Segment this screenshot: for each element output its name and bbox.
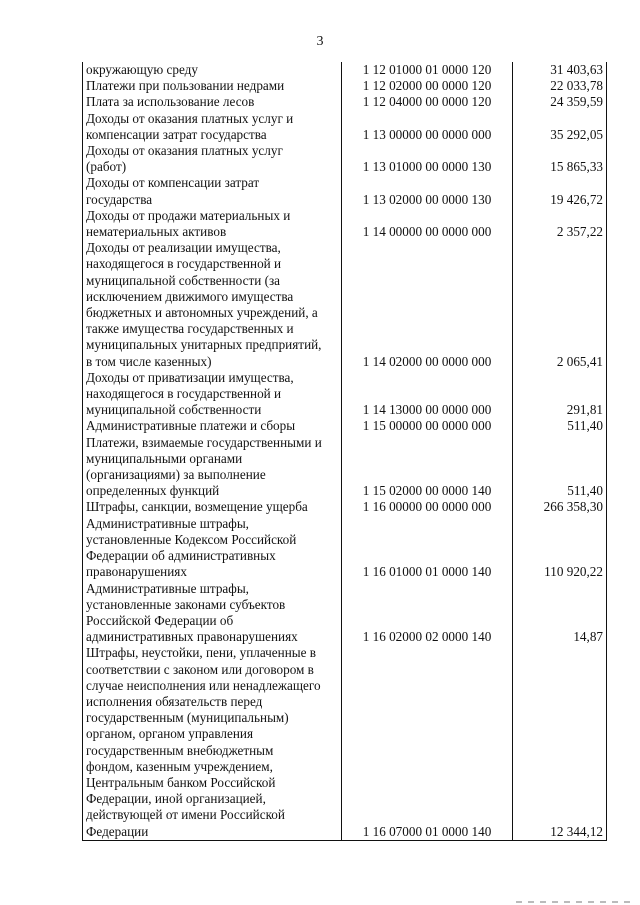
revenue-name-line: муниципальной собственности xyxy=(86,402,262,418)
revenue-name-line: Доходы от продажи материальных и xyxy=(86,207,291,223)
revenue-name-line: Доходы от компенсации затрат xyxy=(86,175,260,191)
revenue-name-line: Административные платежи и сборы xyxy=(86,418,296,434)
table-row xyxy=(83,581,607,646)
revenue-name-line: правонарушениях xyxy=(86,564,187,580)
revenue-name-cell xyxy=(83,418,342,434)
table-row xyxy=(83,94,607,110)
budget-code-cell: 1 16 07000 01 0000 140 xyxy=(342,645,513,840)
budget-code-cell: 1 16 02000 02 0000 140 xyxy=(342,581,513,646)
amount-cell: 31 403,63 xyxy=(513,62,607,78)
revenue-name-line: Доходы от оказания платных услуг xyxy=(86,143,283,159)
revenue-name-line: находящегося в государственной и xyxy=(86,386,282,402)
revenue-table xyxy=(82,62,607,841)
revenue-name-line: находящегося в государственной и xyxy=(86,256,282,272)
amount-cell: 291,81 xyxy=(513,370,607,419)
table-row xyxy=(83,62,607,78)
budget-code-cell: 1 13 01000 00 0000 130 xyxy=(342,143,513,175)
amount-cell: 2 065,41 xyxy=(513,240,607,370)
amount-cell: 266 358,30 xyxy=(513,499,607,515)
scan-artifact xyxy=(516,901,636,903)
amount-cell: 19 426,72 xyxy=(513,175,607,207)
budget-code-cell: 1 15 00000 00 0000 000 xyxy=(342,418,513,434)
revenue-table-body xyxy=(83,62,607,840)
revenue-name-line: определенных функций xyxy=(86,483,220,499)
amount-cell: 35 292,05 xyxy=(513,111,607,143)
revenue-name-line: Федерации, иной организацией, xyxy=(86,791,266,807)
revenue-name-line: Платежи при пользовании недрами xyxy=(86,78,285,94)
revenue-name-line: Административные штрафы, xyxy=(86,580,249,596)
revenue-name-line: Штрафы, неустойки, пени, уплаченные в xyxy=(86,645,317,661)
amount-cell: 22 033,78 xyxy=(513,78,607,94)
budget-code-cell: 1 12 04000 00 0000 120 xyxy=(342,94,513,110)
budget-code-cell: 1 12 02000 00 0000 120 xyxy=(342,78,513,94)
table-row xyxy=(83,435,607,500)
table-row xyxy=(83,516,607,581)
table-row xyxy=(83,240,607,370)
revenue-name-line: нематериальных активов xyxy=(86,224,227,240)
revenue-name-line: (работ) xyxy=(86,159,127,175)
table-row xyxy=(83,111,607,143)
revenue-name-line: административных правонарушениях xyxy=(86,629,298,645)
revenue-name-line: Плата за использование лесов xyxy=(86,94,255,110)
table-row xyxy=(83,78,607,94)
revenue-name-line: Федерации xyxy=(86,823,149,839)
amount-cell: 15 865,33 xyxy=(513,143,607,175)
revenue-name-line: бюджетных и автономных учреждений, а xyxy=(86,305,318,321)
revenue-name-line: органом, органом управления xyxy=(86,726,254,742)
revenue-name-cell xyxy=(83,516,342,581)
amount-cell: 12 344,12 xyxy=(513,645,607,840)
amount-cell: 511,40 xyxy=(513,418,607,434)
revenue-name-line: государства xyxy=(86,191,153,207)
revenue-name-cell xyxy=(83,581,342,646)
budget-code-cell: 1 14 02000 00 0000 000 xyxy=(342,240,513,370)
revenue-name-cell xyxy=(83,78,342,94)
amount-cell: 110 920,22 xyxy=(513,516,607,581)
table-row xyxy=(83,418,607,434)
revenue-name-cell xyxy=(83,175,342,207)
revenue-name-line: компенсации затрат государства xyxy=(86,126,267,142)
revenue-name-line: Штрафы, санкции, возмещение ущерба xyxy=(86,499,308,515)
revenue-name-line: Центральным банком Российской xyxy=(86,774,276,790)
budget-code-cell: 1 12 01000 01 0000 120 xyxy=(342,62,513,78)
revenue-name-line: исключением движимого имущества xyxy=(86,288,294,304)
table-row xyxy=(83,645,607,840)
revenue-name-line: Административные штрафы, xyxy=(86,515,249,531)
revenue-name-line: муниципальных унитарных предприятий, xyxy=(86,337,322,353)
revenue-name-line: исполнения обязательств перед xyxy=(86,693,263,709)
budget-code-cell: 1 14 00000 00 0000 000 xyxy=(342,208,513,240)
revenue-name-cell xyxy=(83,94,342,110)
revenue-name-line: в том числе казенных) xyxy=(86,353,212,369)
revenue-name-line: (организациями) за выполнение xyxy=(86,467,266,483)
revenue-name-line: Доходы от реализации имущества, xyxy=(86,240,281,256)
revenue-name-line: фондом, казенным учреждением, xyxy=(86,758,273,774)
table-row xyxy=(83,175,607,207)
amount-cell: 2 357,22 xyxy=(513,208,607,240)
revenue-name-line: соответствии с законом или договором в xyxy=(86,661,314,677)
revenue-name-cell xyxy=(83,111,342,143)
amount-cell: 14,87 xyxy=(513,581,607,646)
table-row xyxy=(83,499,607,515)
revenue-name-line: государственным (муниципальным) xyxy=(86,710,289,726)
budget-code-cell: 1 13 00000 00 0000 000 xyxy=(342,111,513,143)
revenue-name-line: установленные законами субъектов xyxy=(86,596,286,612)
revenue-name-line: Доходы от приватизации имущества, xyxy=(86,369,294,385)
amount-cell: 24 359,59 xyxy=(513,94,607,110)
revenue-name-line: Российской Федерации об xyxy=(86,612,234,628)
table-row xyxy=(83,143,607,175)
revenue-name-line: муниципальной собственности (за xyxy=(86,272,281,288)
budget-code-cell: 1 13 02000 00 0000 130 xyxy=(342,175,513,207)
budget-code-cell: 1 14 13000 00 0000 000 xyxy=(342,370,513,419)
revenue-name-line: муниципальными органами xyxy=(86,450,243,466)
budget-code-cell: 1 16 01000 01 0000 140 xyxy=(342,516,513,581)
revenue-name-line: государственным внебюджетным xyxy=(86,742,274,758)
budget-code-cell: 1 15 02000 00 0000 140 xyxy=(342,435,513,500)
amount-cell: 511,40 xyxy=(513,435,607,500)
revenue-name-line: установленные Кодексом Российской xyxy=(86,531,297,547)
revenue-name-line: Доходы от оказания платных услуг и xyxy=(86,110,294,126)
revenue-name-cell xyxy=(83,370,342,419)
revenue-name-cell xyxy=(83,499,342,515)
table-row xyxy=(83,208,607,240)
revenue-name-cell xyxy=(83,62,342,78)
revenue-name-line: Платежи, взимаемые государственными и xyxy=(86,434,322,450)
revenue-name-line: случае неисполнения или ненадлежащего xyxy=(86,677,321,693)
revenue-name-cell xyxy=(83,143,342,175)
revenue-name-line: действующей от имени Российской xyxy=(86,807,285,823)
revenue-name-line: окружающую среду xyxy=(86,62,198,77)
table-row xyxy=(83,370,607,419)
revenue-name-cell xyxy=(83,645,342,840)
revenue-name-cell xyxy=(83,435,342,500)
budget-code-cell: 1 16 00000 00 0000 000 xyxy=(342,499,513,515)
page-number: 3 xyxy=(316,34,324,49)
revenue-name-cell xyxy=(83,208,342,240)
revenue-name-line: Федерации об административных xyxy=(86,548,276,564)
revenue-name-line: также имущества государственных и xyxy=(86,321,294,337)
revenue-name-cell xyxy=(83,240,342,370)
